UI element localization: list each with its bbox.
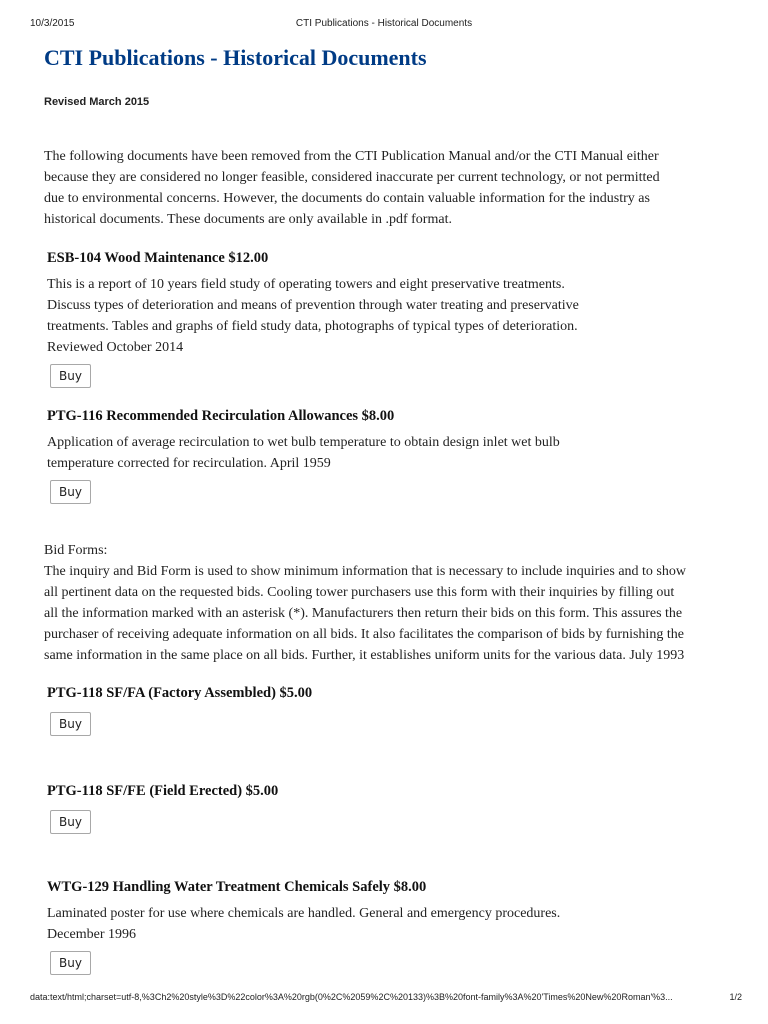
publication-description: [47, 903, 727, 945]
description-line: Discuss types of deterioration and means of prevention through water treating and preservative: [47, 298, 579, 313]
print-header: [0, 18, 768, 32]
description-line: treatments. Tables and graphs of field study data, photographs of typical types of deterioration.: [47, 319, 578, 334]
publication-esb-104: [47, 248, 727, 388]
bid-forms-line: purchaser of receiving adequate information on all bids. It also facilitates the comparison of bids by furnishing the: [44, 627, 684, 642]
publication-title: ESB-104 Wood Maintenance $12.00: [47, 250, 269, 266]
buy-button-ptg-116[interactable]: Buy: [50, 480, 91, 504]
publication-title: PTG-118 SF/FA (Factory Assembled) $5.00: [47, 685, 313, 701]
bid-forms-line: The inquiry and Bid Form is used to show minimum information that is necessary to include inquiries and to show: [44, 564, 686, 579]
bid-forms-line: all pertinent data on the requested bids. Cooling tower purchasers use this form with their inquiries by filling out: [44, 585, 675, 600]
description-line: Application of average recirculation to wet bulb temperature to obtain design inlet wet bulb: [47, 435, 560, 450]
description-line: Reviewed October 2014: [47, 340, 184, 355]
bid-forms-section: [44, 540, 734, 666]
publication-title: PTG-116 Recommended Recirculation Allowances $8.00: [47, 408, 395, 424]
buy-button-ptg-118-sf-fa[interactable]: Buy: [50, 712, 91, 736]
bid-forms-line: same information in the same place on all bids. Further, it establishes uniform units for the various data. July 1993: [44, 648, 685, 663]
revised-date: Revised March 2015: [44, 96, 150, 108]
publication-wtg-129: [47, 877, 727, 975]
print-footer-url: data:text/html;charset=utf-8,%3Ch2%20style%3D%22color%3A%20rgb(0%2C%2059%2C%20133)%3B%20font-family%3A%20'Times%20New%20Roman'%3...: [30, 992, 673, 1002]
bid-forms-line: all the information marked with an asterisk (*). Manufacturers then return their bids on this form. This assures the: [44, 606, 683, 621]
publication-ptg-118-sf-fe: [47, 781, 727, 834]
page-title: CTI Publications - Historical Documents: [44, 45, 427, 70]
intro-line: because they are considered no longer feasible, considered inaccurate per current technology, or not permitted: [44, 170, 660, 185]
print-title: CTI Publications - Historical Documents: [295, 18, 473, 29]
description-line: Laminated poster for use where chemicals are handled. General and emergency procedures.: [47, 906, 561, 921]
description-line: December 1996: [47, 927, 137, 942]
print-date: 10/3/2015: [30, 18, 75, 29]
intro-paragraph: [44, 146, 724, 230]
print-footer: [30, 992, 748, 1006]
publication-ptg-116: [47, 406, 727, 504]
publication-title: PTG-118 SF/FE (Field Erected) $5.00: [47, 783, 279, 799]
intro-line: due to environmental concerns. However, the documents do contain valuable information for the industry as: [44, 191, 650, 206]
publication-title: WTG-129 Handling Water Treatment Chemicals Safely $8.00: [47, 879, 427, 895]
intro-line: The following documents have been removed from the CTI Publication Manual and/or the CTI Manual either: [44, 149, 659, 164]
buy-button-ptg-118-sf-fe[interactable]: Buy: [50, 810, 91, 834]
publication-description: [47, 432, 727, 474]
description-line: temperature corrected for recirculation. April 1959: [47, 456, 331, 471]
description-line: This is a report of 10 years field study of operating towers and eight preservative treatments.: [47, 277, 565, 292]
intro-line: historical documents. These documents are only available in .pdf format.: [44, 212, 452, 227]
page-number: 1/2: [729, 992, 742, 1002]
publication-ptg-118-sf-fa: [47, 683, 727, 736]
bid-forms-heading: Bid Forms:: [44, 543, 108, 558]
buy-button-esb-104[interactable]: Buy: [50, 364, 91, 388]
publication-description: [47, 274, 727, 358]
buy-button-wtg-129[interactable]: Buy: [50, 951, 91, 975]
